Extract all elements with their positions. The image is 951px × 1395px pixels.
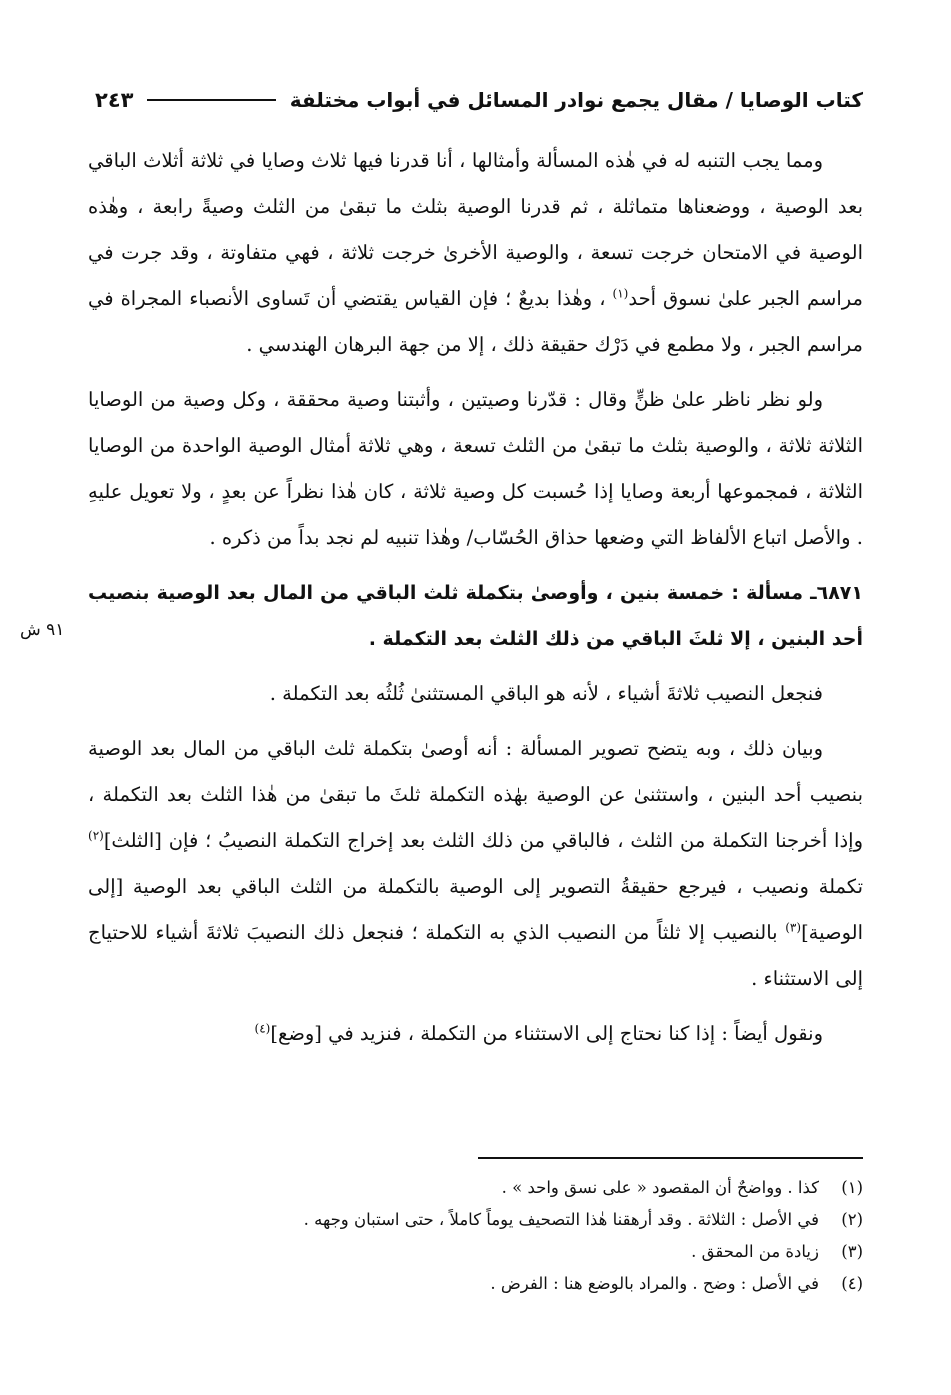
paragraph-1-text: ومما يجب التنبه له في هٰذه المسألة وأمثالها ، أنا قدرنا فيها ثلاث وصايا في ثلاثة أثلاث الباقي بعد الوصية ، ووضعناها متماثلة ، ثم قدرنا الوصية بثلث ما تبقىٰ من الثلث وصيةً رابعة ، وهٰذه الوصية في الامتحان خرجت تسعة ، والوصية الأخرىٰ خرجت ثلاثة ، فهي متفاوتة ، وقد جرت في مراسم الجبر علىٰ نسوق أحد [88, 149, 863, 310]
paragraph-6-text: ونقول أيضاً : إذا كنا نحتاج إلى الاستثناء من التكملة ، فنزيد في [وضع] [270, 1022, 823, 1045]
footnote-text: في الأصل : الثلاثة . وقد أرهقنا هٰذا التصحيف يوماً كاملاً ، حتى استبان وجهه . [303, 1210, 819, 1229]
footnote-3 [88, 1236, 863, 1268]
footnote-number: (٢) [841, 1210, 863, 1229]
footnote-text: كذا . وواضحٌ أن المقصود « على نسق واحد » . [501, 1178, 819, 1197]
header-title: كتاب الوصايا / مقال يجمع نوادر المسائل في أبواب مختلفة [289, 88, 863, 112]
footnote-ref-4[interactable]: (٤) [254, 1021, 271, 1036]
paragraph-5-text-b: تكملة ونصيب ، فيرجع حقيقةُ التصوير إلى الوصية بالتكملة من الثلث الباقي بعد الوصية [إلى الوصية] [88, 875, 863, 944]
footnote-number: (٣) [841, 1242, 863, 1261]
paragraph-5-text-c: بالنصيب إلا ثلثاً من النصيب الذي به التكملة ؛ فنجعل ذلك النصيبَ ثلاثةَ أشياء للاحتياج إلى الاستثناء . [88, 921, 863, 990]
footnotes [88, 1172, 863, 1300]
paragraph-6 [88, 1011, 863, 1057]
paragraph-5 [88, 726, 863, 1002]
footnote-2 [88, 1204, 863, 1236]
footnote-number: (٤) [841, 1274, 863, 1293]
footnote-ref-3[interactable]: (٣) [785, 920, 802, 935]
footnote-1 [88, 1172, 863, 1204]
footnote-text: زيادة من المحقق . [691, 1242, 819, 1261]
header-rule [147, 99, 275, 101]
running-header [95, 80, 863, 120]
page-number: ٢٤٣ [95, 88, 134, 112]
paragraph-5-text-a: وبيان ذلك ، وبه يتضح تصوير المسألة : أنه أوصىٰ بتكملة ثلث الباقي من المال بعد الوصية بنصيب أحد البنين ، واستثنىٰ عن الوصية بهٰذه التكملة ثلثَ ما تبقىٰ من هٰذا الثلث بعد التكملة ، وإذا أخرجنا التكملة من الثلث ، فالباقي من ذلك الثلث بعد إخراج التكملة النصيبُ ؛ فإن [الثلث] [88, 737, 863, 852]
footnote-separator [478, 1157, 863, 1159]
margin-note: ٩١ ش [20, 620, 65, 640]
paragraph-1 [88, 138, 863, 368]
problem-heading: ٦٨٧١ـ مسألة : خمسة بنين ، وأوصىٰ بتكملة ثلث الباقي من المال بعد الوصية بنصيب أحد البنين ، إلا ثلثَ الباقي من ذلك الثلث بعد التكملة . [88, 582, 863, 650]
paragraph-1-end: ، وهٰذا بديعٌ ؛ فإن القياس يقتضي أن تَساوى الأنصباء المجراة في مراسم الجبر ، ولا مطمع في دَرْك حقيقة ذلك ، إلا من جهة البرهان الهندسي . [88, 287, 863, 356]
footnote-ref-2[interactable]: (٢) [88, 828, 104, 843]
footnote-ref-1[interactable]: (١) [612, 286, 629, 301]
footnote-4 [88, 1268, 863, 1300]
footnote-text: في الأصل : وضح . والمراد بالوضع هنا : الفرض . [490, 1274, 819, 1293]
paragraph-4: فنجعل النصيب ثلاثةَ أشياء ، لأنه هو الباقي المستثنىٰ ثُلثُه بعد التكملة . [269, 682, 823, 705]
main-text [88, 138, 863, 1066]
paragraph-2: ولو نظر ناظر علىٰ ظنٍّ وقال : قدّرنا وصيتين ، وأثبتنا وصية محققة ، وكل وصية من الوصايا الثلاثة ثلاثة ، والوصية بثلث ما تبقىٰ من الثلث تسعة ، وهي ثلاثة أمثال الوصية الواحدة من الوصايا الثلاثة ، فمجموعها أربعة وصايا إذا حُسبت كل وصية ثلاثة ، كان هٰذا نظراً عن بعدٍ ، ولا تعويل عليهِ . والأصل اتباع الألفاظ التي وضعها حذاق الحُسّاب/ وهٰذا تنبيه لم نجد بداً من ذكره . [88, 388, 863, 549]
footnote-number: (١) [841, 1178, 863, 1197]
